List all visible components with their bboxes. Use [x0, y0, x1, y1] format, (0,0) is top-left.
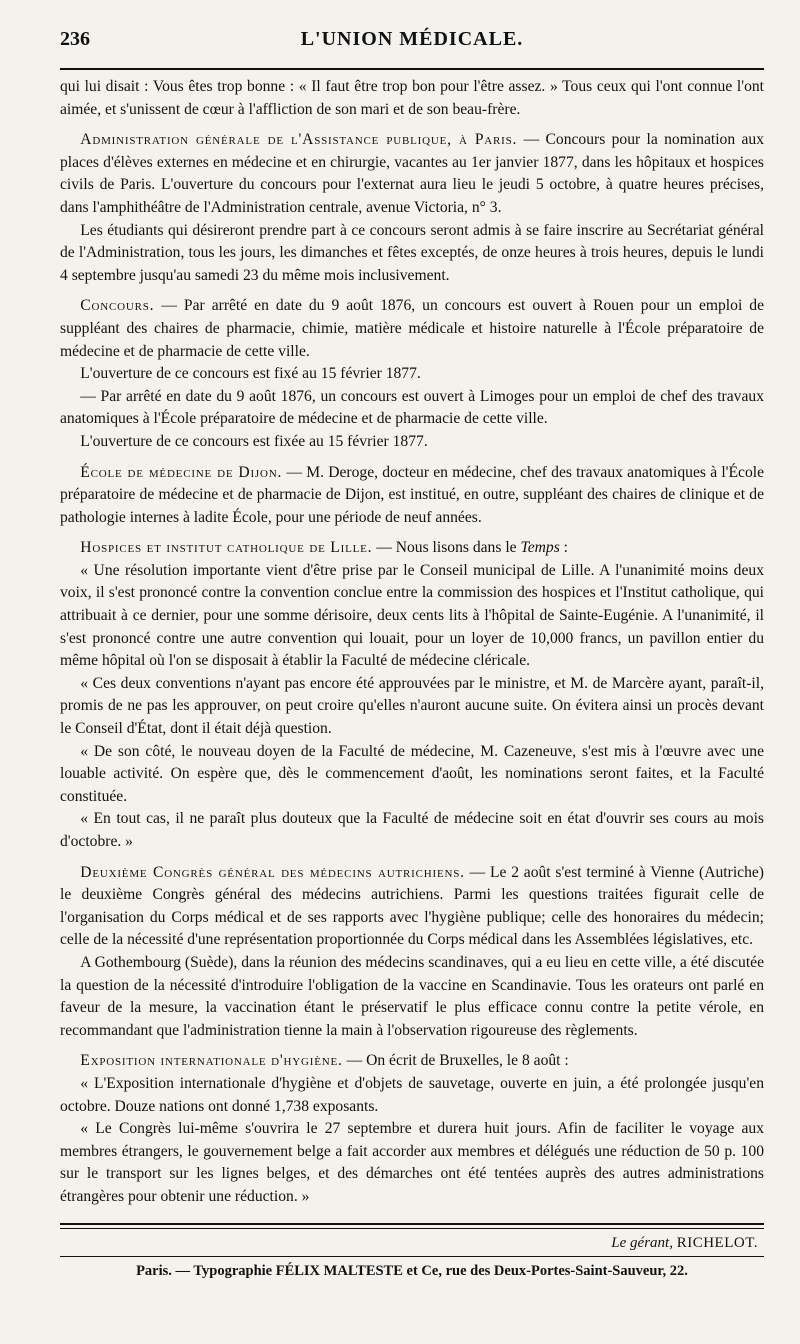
section-assistance-publique — [60, 129, 764, 287]
section-congres-autrichiens — [60, 862, 764, 1043]
quote-paragraph: « Ces deux conventions n'ayant pas encore été approuvées par le ministre, et M. de Marcère ayant, paraît-il, promis de ne pas les approuver, on peut croire qu'elles n'auront aucune suite. On évitera ainsi un procès devant le Conseil d'État, dont il était déjà question. — [60, 674, 764, 738]
end-rule-thin — [60, 1228, 764, 1229]
page-number: 236 — [60, 28, 90, 50]
footer-rule — [60, 1256, 764, 1257]
signature-name: RICHELOT. — [676, 1234, 758, 1251]
section-hospices-lille — [60, 537, 764, 853]
section-paragraph: Les étudiants qui désireront prendre part à ce concours seront admis à se faire inscrire au Secrétariat général de l'Administration, tous les jours, les dimanches et fêtes exceptés, de onze heures à trois heures, depuis le lundi 4 septembre jusqu'au samedi 23 du même mois inclusivement. — [60, 221, 764, 284]
section-text: — Par arrêté en date du 9 août 1876, un concours est ouvert à Rouen pour un emploi de suppléant des chaires de pharmacie, chimie, matière médicale et histoire naturelle à l'École préparatoire de médecine et de pharmacie de cette ville. — [60, 297, 764, 360]
printer-imprint: Paris. — Typographie FÉLIX MALTESTE et Ce, rue des Deux-Portes-Saint-Sauveur, 22. — [136, 1262, 688, 1279]
section-heading: Exposition internationale d'hygiène. — [80, 1052, 343, 1070]
section-text: — On écrit de Bruxelles, le 8 août : — [342, 1052, 569, 1070]
header-rule — [60, 68, 764, 70]
section-exposition-hygiene — [60, 1050, 764, 1208]
signature-label: Le gérant, — [611, 1234, 673, 1251]
source-title: Temps — [520, 539, 560, 557]
section-text: — Nous lisons dans le — [372, 539, 521, 557]
quote-paragraph: « Une résolution importante vient d'être prise par le Conseil municipal de Lille. A l'unanimité moins deux voix, il s'est prononcé contre la convention conclue entre la commission des hospices et l'Institut catholique, qui attribuait à ce dernier, pour une somme dérisoire, deux cents lits à l'hôpital de Sainte-Eugénie. A l'unanimité, il s'est prononcé contre une autre convention qui louait, pour un loyer de 10,000 francs, un pavillon entier du même hôpital où l'on se disposait à établir la Faculté de médecine cléricale. — [60, 561, 764, 670]
quote-paragraph: « En tout cas, il ne paraît plus douteux que la Faculté de médecine soit en état d'ouvrir ses cours au mois d'octobre. » — [60, 810, 764, 850]
article-body — [60, 76, 764, 1209]
section-heading: Hospices et institut catholique de Lille. — [80, 539, 373, 557]
continuation-paragraph: qui lui disait : Vous êtes trop bonne : « Il faut être trop bon pour l'être assez. » Tous ceux qui l'ont connue l'ont aimée, et s'unissent de cœur à l'affliction de son mari et de son beau-frère. — [60, 78, 764, 118]
section-paragraph: — Par arrêté en date du 9 août 1876, un concours est ouvert à Limoges pour un emploi de chef des travaux anatomiques à l'École préparatoire de médecine et de pharmacie de cette ville. — [60, 387, 764, 428]
section-paragraph: A Gothembourg (Suède), dans la réunion des médecins scandinaves, qui a eu lieu en cette ville, a été discutée la question de la nécessité d'introduire l'obligation de la vaccine en Scandinavie. Tous les orateurs ont parlé en faveur de la mesure, la vaccination étant le préservatif le plus efficace connu contre la petite vérole, en recommandant que l'administration tienne la main à l'observation rigoureuse des règlements. — [60, 953, 764, 1039]
section-text: — Le 2 août s'est terminé à Vienne (Autriche) le deuxième Congrès général des médecins autrichiens. Parmi les questions traitées figurait celle de l'organisation du Corps médical et de ses rapports avec l'hygiène publique; celle des honoraires du médecin; celle de la nécessité d'une représentation proportionnée du Corps médical dans les Assemblées législatives, etc. — [60, 863, 764, 949]
section-paragraph: L'ouverture de ce concours est fixé au 15 février 1877. — [80, 365, 421, 383]
running-head — [60, 28, 764, 62]
journal-title: L'UNION MÉDICALE. — [300, 28, 524, 50]
section-text: — Concours pour la nomination aux places d'élèves externes en médecine et en chirurgie, vacantes au 1er janvier 1877, dans les hôpitaux et hospices civils de Paris. L'ouverture du concours pour l'externat aura lieu le jeudi 5 octobre, à quatre heures précises, dans l'amphithéâtre de l'Administration centrale, avenue Victoria, n° 3. — [60, 131, 764, 216]
section-text: : — [559, 539, 568, 557]
section-paragraph: L'ouverture de ce concours est fixée au 15 février 1877. — [80, 432, 428, 450]
quote-paragraph: « De son côté, le nouveau doyen de la Faculté de médecine, M. Cazeneuve, s'est mis à l'œuvre avec une louable activité. On espère que, dès le commencement d'août, les nominations seront faites, et la Faculté constituée. — [60, 742, 764, 805]
end-rule — [60, 1223, 764, 1225]
quote-paragraph: « Le Congrès lui-même s'ouvrira le 27 septembre et durera huit jours. Afin de faciliter le voyage aux membres étrangers, le gouvernement belge a fait accorder aux membres et délégués une réduction de 50 p. 100 sur le transport sur les lignes belges, et des démarches ont été tentées auprès des autres administrations étrangères pour obtenir une réduction. » — [60, 1120, 764, 1205]
signature — [60, 1235, 764, 1252]
section-heading: École de médecine de Dijon. — [80, 463, 283, 481]
section-concours — [60, 295, 764, 453]
section-ecole-dijon — [60, 462, 764, 530]
section-heading: Administration générale de l'Assistance publique, à Paris. — [80, 131, 518, 149]
section-heading: Concours. — [80, 297, 155, 315]
quote-paragraph: « L'Exposition internationale d'hygiène et d'objets de sauvetage, ouverte en juin, a été prolongée jusqu'en octobre. Douze nations ont donné 1,738 exposants. — [60, 1074, 764, 1115]
section-text: — M. Deroge, docteur en médecine, chef des travaux anatomiques à l'École préparatoire de médecine et de pharmacie de Dijon, est institué, en outre, suppléant des chaires de clinique et de pathologie internes à ladite École, pour une période de neuf années. — [60, 463, 764, 526]
section-heading: Deuxième Congrès général des médecins autrichiens. — [80, 863, 465, 881]
